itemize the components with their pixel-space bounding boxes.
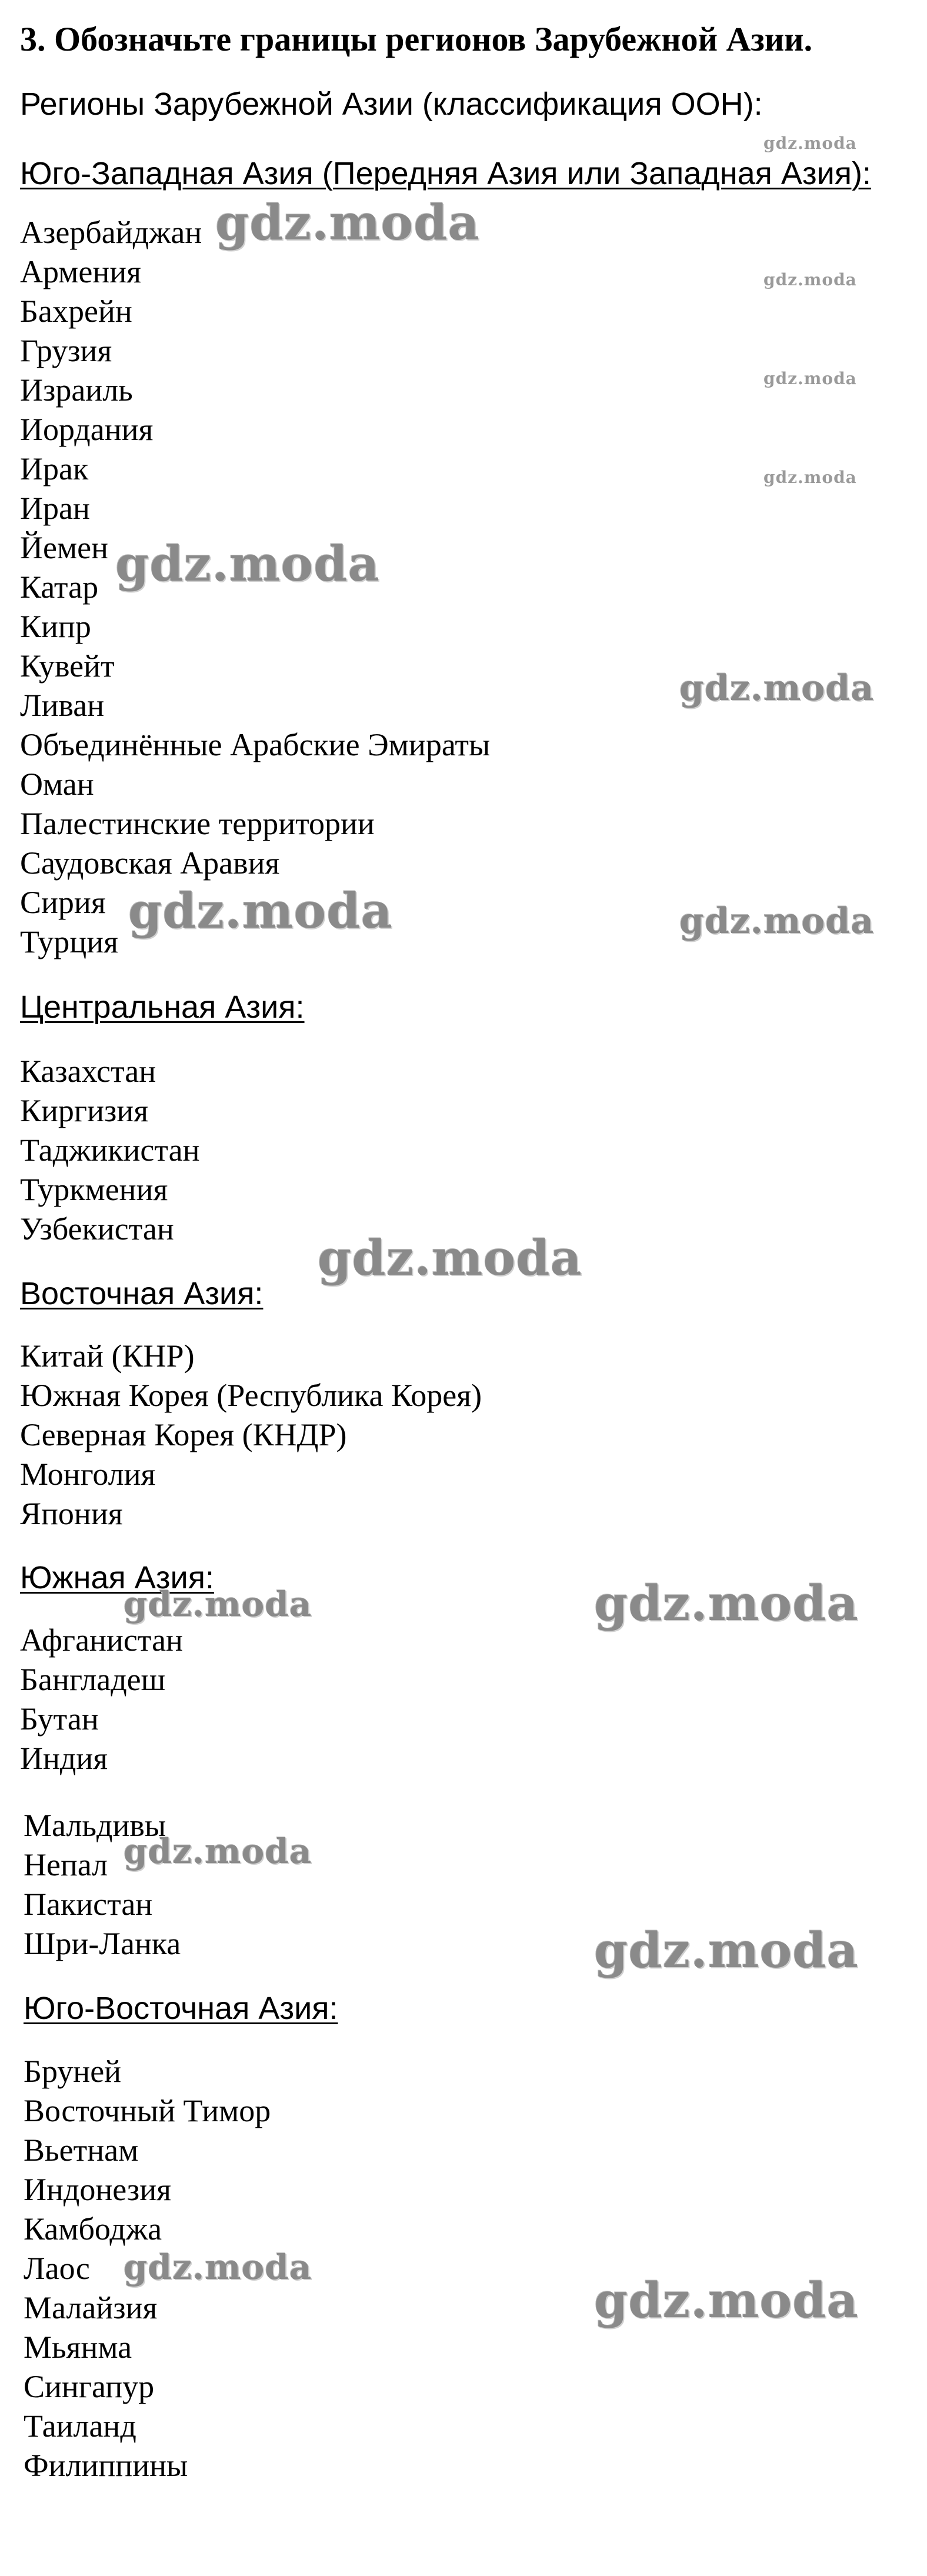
watermark: gdz.moda (128, 883, 393, 939)
watermark: gdz.moda (763, 270, 857, 289)
region-heading-east-asia: Восточная Азия: (20, 1276, 264, 1311)
country-item: Бангладеш (20, 1662, 166, 1697)
country-item: Объединённые Арабские Эмираты (20, 727, 491, 762)
country-item: Монголия (20, 1457, 156, 1492)
watermark: gdz.moda (124, 1831, 312, 1871)
country-item: Армения (20, 254, 141, 289)
country-item: Катар (20, 569, 99, 605)
country-item: Сирия (20, 885, 106, 920)
watermark: gdz.moda (594, 1922, 859, 1979)
region-list-southeast-asia (24, 2052, 271, 2485)
country-item: Восточный Тимор (24, 2093, 271, 2128)
country-item: Азербайджан (20, 215, 202, 250)
country-item: Киргизия (20, 1093, 149, 1128)
country-item: Таиланд (24, 2408, 136, 2444)
country-item: Бруней (24, 2054, 122, 2089)
country-item: Таджикистан (20, 1132, 200, 1168)
country-item: Филиппины (24, 2448, 188, 2483)
country-item: Бахрейн (20, 294, 132, 329)
country-item: Индия (20, 1741, 108, 1776)
region-list-southwest-asia (20, 213, 490, 962)
country-item: Израиль (20, 372, 133, 408)
country-item: Мьянма (24, 2330, 132, 2365)
country-item: Сингапур (24, 2369, 155, 2404)
watermark: gdz.moda (763, 369, 857, 388)
country-item: Иордания (20, 412, 154, 447)
country-item: Камбоджа (24, 2211, 162, 2247)
watermark: gdz.moda (763, 134, 857, 153)
country-item: Китай (КНР) (20, 1338, 195, 1374)
country-item: Ирак (20, 451, 89, 486)
country-item: Ливан (20, 688, 105, 723)
region-heading-southwest-asia: Юго-Западная Азия (Передняя Азия или Западная Азия): (20, 156, 872, 191)
country-item: Шри-Ланка (24, 1926, 181, 1961)
country-item: Малайзия (24, 2290, 158, 2325)
country-item: Индонезия (24, 2172, 171, 2207)
watermark: gdz.moda (115, 536, 380, 592)
country-item: Палестинские территории (20, 806, 375, 841)
country-item: Кипр (20, 609, 91, 644)
region-list-south-asia-part-1 (20, 1621, 183, 1778)
watermark: gdz.moda (763, 468, 857, 487)
country-item: Мальдивы (24, 1808, 166, 1843)
region-heading-southeast-asia: Юго-Восточная Азия: (24, 1991, 338, 2026)
country-item: Узбекистан (20, 1211, 174, 1247)
region-heading-south-asia: Южная Азия: (20, 1560, 214, 1595)
region-list-east-asia (20, 1337, 482, 1534)
watermark: gdz.moda (679, 668, 875, 709)
region-heading-central-asia: Центральная Азия: (20, 989, 305, 1025)
intro-text: Регионы Зарубежной Азии (классификация ООН): (20, 86, 763, 122)
country-item: Северная Корея (КНДР) (20, 1417, 347, 1452)
country-item: Казахстан (20, 1054, 156, 1089)
country-item: Кувейт (20, 648, 115, 684)
country-item: Пакистан (24, 1887, 153, 1922)
country-item: Оман (20, 767, 94, 802)
task-title: 3. Обозначьте границы регионов Зарубежной Азии. (20, 20, 813, 58)
watermark: gdz.moda (594, 1575, 859, 1632)
country-item: Вьетнам (24, 2132, 139, 2168)
country-item: Непал (24, 1847, 108, 1882)
country-item: Туркмения (20, 1172, 168, 1207)
watermark: gdz.moda (124, 1584, 312, 1624)
country-item: Япония (20, 1496, 123, 1531)
watermark: gdz.moda (679, 901, 875, 942)
region-list-south-asia-part-2 (24, 1806, 181, 1964)
country-item: Йемен (20, 530, 109, 565)
country-item: Бутан (20, 1701, 99, 1737)
country-item: Лаос (24, 2251, 90, 2286)
region-list-central-asia (20, 1052, 200, 1249)
country-item: Турция (20, 924, 118, 959)
watermark: gdz.moda (594, 2272, 859, 2329)
watermark: gdz.moda (215, 195, 480, 251)
country-item: Афганистан (20, 1622, 183, 1658)
country-item: Грузия (20, 333, 112, 368)
country-item: Южная Корея (Республика Корея) (20, 1378, 482, 1413)
watermark: gdz.moda (124, 2247, 312, 2287)
watermark: gdz.moda (318, 1230, 582, 1287)
country-item: Иран (20, 491, 90, 526)
country-item: Саудовская Аравия (20, 845, 280, 881)
